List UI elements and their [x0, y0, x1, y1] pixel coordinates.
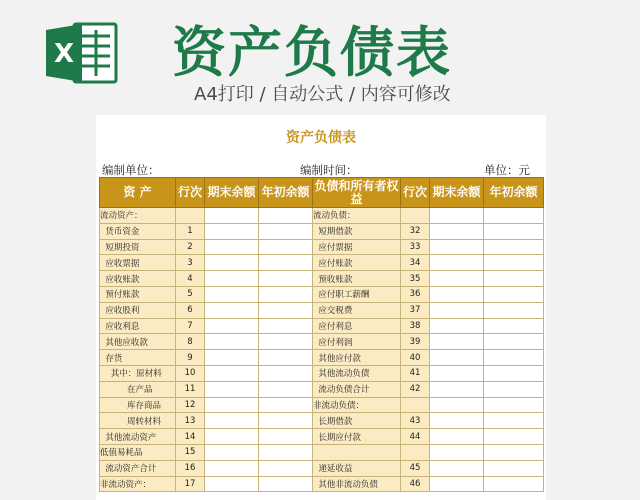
- asset-line-no-cell[interactable]: 10: [176, 365, 205, 381]
- table-row: [100, 286, 544, 302]
- asset-line-no-cell[interactable]: 9: [176, 350, 205, 366]
- liability-line-no-cell[interactable]: 39: [401, 334, 430, 350]
- asset-end-balance-cell[interactable]: [205, 460, 259, 476]
- sheet-title: 资产负债表: [286, 130, 356, 146]
- column-header: 资 产: [100, 178, 176, 208]
- column-header: 期末余额: [430, 178, 484, 208]
- asset-end-balance-cell[interactable]: [205, 208, 259, 224]
- asset-end-balance-cell[interactable]: [205, 476, 259, 492]
- liability-line-no-cell[interactable]: 42: [401, 381, 430, 397]
- column-header: 负债和所有者权益: [314, 178, 399, 206]
- asset-begin-balance-cell[interactable]: [259, 365, 313, 381]
- liability-end-balance-cell[interactable]: [430, 223, 484, 239]
- asset-end-balance-cell[interactable]: [205, 350, 259, 366]
- asset-line-no-cell[interactable]: 14: [176, 429, 205, 445]
- table-row: [100, 397, 544, 413]
- liability-end-balance-cell[interactable]: [430, 413, 484, 429]
- asset-begin-balance-cell[interactable]: [259, 381, 313, 397]
- column-header: 期末余额: [205, 178, 259, 208]
- liability-begin-balance-cell[interactable]: [484, 318, 544, 334]
- liability-name-cell[interactable]: 流动负债合计: [313, 381, 401, 397]
- liability-begin-balance-cell[interactable]: [484, 413, 544, 429]
- liability-end-balance-cell[interactable]: [430, 239, 484, 255]
- table-row: [100, 208, 544, 224]
- asset-begin-balance-cell[interactable]: [259, 460, 313, 476]
- liability-name-cell[interactable]: 短期借款: [313, 223, 401, 239]
- liability-name-cell[interactable]: 非流动负债：: [313, 397, 401, 413]
- liability-end-balance-cell[interactable]: [430, 334, 484, 350]
- table-row: [100, 381, 544, 397]
- liability-name-cell[interactable]: 递延收益: [313, 460, 401, 476]
- asset-begin-balance-cell[interactable]: [259, 334, 313, 350]
- asset-end-balance-cell[interactable]: [205, 286, 259, 302]
- table-header-row: [100, 178, 544, 208]
- liability-end-balance-cell[interactable]: [430, 350, 484, 366]
- asset-line-no-cell[interactable]: 8: [176, 334, 205, 350]
- liability-line-no-cell[interactable]: 40: [401, 350, 430, 366]
- asset-name-cell[interactable]: 应收股利: [100, 302, 176, 318]
- liability-line-no-cell[interactable]: 34: [401, 255, 430, 271]
- liability-end-balance-cell[interactable]: [430, 318, 484, 334]
- liability-line-no-cell[interactable]: [401, 397, 430, 413]
- liability-name-cell[interactable]: 应付票据: [313, 239, 401, 255]
- asset-begin-balance-cell[interactable]: [259, 476, 313, 492]
- liability-line-no-cell[interactable]: 37: [401, 302, 430, 318]
- liability-begin-balance-cell[interactable]: [484, 444, 544, 460]
- asset-name-cell[interactable]: 其他应收款: [100, 334, 176, 350]
- liability-line-no-cell[interactable]: 36: [401, 286, 430, 302]
- asset-end-balance-cell[interactable]: [205, 223, 259, 239]
- table-row: [100, 444, 544, 460]
- asset-name-cell[interactable]: 非流动资产：: [100, 476, 176, 492]
- liability-begin-balance-cell[interactable]: [484, 239, 544, 255]
- asset-line-no-cell[interactable]: 13: [176, 413, 205, 429]
- liability-begin-balance-cell[interactable]: [484, 223, 544, 239]
- liability-begin-balance-cell[interactable]: [484, 350, 544, 366]
- column-header: 行次: [176, 178, 205, 208]
- asset-line-no-cell[interactable]: 7: [176, 318, 205, 334]
- asset-name-cell[interactable]: 流动资产合计: [100, 460, 176, 476]
- table-row: [100, 302, 544, 318]
- prepared-by-label: 编制单位：: [102, 163, 160, 177]
- table-row: [100, 223, 544, 239]
- asset-end-balance-cell[interactable]: [205, 381, 259, 397]
- liability-name-cell[interactable]: 其他非流动负债: [313, 476, 401, 492]
- asset-name-cell[interactable]: 应收账款: [100, 271, 176, 287]
- asset-line-no-cell[interactable]: 16: [176, 460, 205, 476]
- asset-begin-balance-cell[interactable]: [259, 350, 313, 366]
- asset-name-cell[interactable]: 存货: [100, 350, 176, 366]
- asset-begin-balance-cell[interactable]: [259, 397, 313, 413]
- liability-line-no-cell[interactable]: 33: [401, 239, 430, 255]
- liability-line-no-cell[interactable]: [401, 208, 430, 224]
- table-row: [100, 255, 544, 271]
- liability-end-balance-cell[interactable]: [430, 429, 484, 445]
- liability-begin-balance-cell[interactable]: [484, 271, 544, 287]
- liability-line-no-cell[interactable]: 32: [401, 223, 430, 239]
- asset-end-balance-cell[interactable]: [205, 429, 259, 445]
- liability-end-balance-cell[interactable]: [430, 302, 484, 318]
- liability-begin-balance-cell[interactable]: [484, 302, 544, 318]
- liability-name-cell[interactable]: 应付职工薪酬: [313, 286, 401, 302]
- table-row: [100, 365, 544, 381]
- liability-line-no-cell[interactable]: 38: [401, 318, 430, 334]
- spreadsheet-preview: [96, 115, 546, 500]
- asset-line-no-cell[interactable]: 4: [176, 271, 205, 287]
- asset-line-no-cell[interactable]: [176, 208, 205, 224]
- liability-line-no-cell[interactable]: 45: [401, 460, 430, 476]
- table-row: [100, 350, 544, 366]
- asset-begin-balance-cell[interactable]: [259, 318, 313, 334]
- asset-name-cell[interactable]: 其他流动资产: [100, 429, 176, 445]
- liability-end-balance-cell[interactable]: [430, 444, 484, 460]
- table-row: [100, 271, 544, 287]
- asset-name-cell[interactable]: 在产品: [100, 381, 176, 397]
- liability-end-balance-cell[interactable]: [430, 381, 484, 397]
- table-row: [100, 460, 544, 476]
- liability-end-balance-cell[interactable]: [430, 208, 484, 224]
- unit-label: 单位：元: [484, 163, 530, 177]
- asset-end-balance-cell[interactable]: [205, 444, 259, 460]
- liability-line-no-cell[interactable]: 44: [401, 429, 430, 445]
- liability-name-cell[interactable]: 应付账款: [313, 255, 401, 271]
- liability-begin-balance-cell[interactable]: [484, 208, 544, 224]
- asset-begin-balance-cell[interactable]: [259, 271, 313, 287]
- asset-line-no-cell[interactable]: 1: [176, 223, 205, 239]
- asset-line-no-cell[interactable]: 11: [176, 381, 205, 397]
- liability-name-cell[interactable]: 长期应付款: [313, 429, 401, 445]
- liability-begin-balance-cell[interactable]: [484, 476, 544, 492]
- asset-line-no-cell[interactable]: 15: [176, 444, 205, 460]
- liability-name-cell[interactable]: [313, 444, 401, 460]
- asset-end-balance-cell[interactable]: [205, 255, 259, 271]
- liability-begin-balance-cell[interactable]: [484, 381, 544, 397]
- asset-line-no-cell[interactable]: 6: [176, 302, 205, 318]
- asset-begin-balance-cell[interactable]: [259, 413, 313, 429]
- asset-line-no-cell[interactable]: 3: [176, 255, 205, 271]
- table-row: [100, 476, 544, 492]
- asset-name-cell[interactable]: 周转材料: [100, 413, 176, 429]
- asset-end-balance-cell[interactable]: [205, 334, 259, 350]
- header-banner: [0, 0, 640, 110]
- liability-name-cell[interactable]: 应交税费: [313, 302, 401, 318]
- asset-begin-balance-cell[interactable]: [259, 223, 313, 239]
- liability-end-balance-cell[interactable]: [430, 476, 484, 492]
- liability-end-balance-cell[interactable]: [430, 255, 484, 271]
- column-header: 年初余额: [484, 178, 544, 208]
- table-row: [100, 334, 544, 350]
- liability-name-cell[interactable]: 流动负债：: [313, 208, 401, 224]
- asset-end-balance-cell[interactable]: [205, 239, 259, 255]
- asset-begin-balance-cell[interactable]: [259, 286, 313, 302]
- table-row: [100, 429, 544, 445]
- page-subtitle: A4打印 / 自动公式 / 内容可修改: [194, 84, 451, 105]
- asset-name-cell[interactable]: 货币资金: [100, 223, 176, 239]
- liability-end-balance-cell[interactable]: [430, 397, 484, 413]
- liability-name-cell[interactable]: 其他流动负债: [313, 365, 401, 381]
- asset-name-cell[interactable]: 应收票据: [100, 255, 176, 271]
- liability-end-balance-cell[interactable]: [430, 286, 484, 302]
- liability-line-no-cell[interactable]: 35: [401, 271, 430, 287]
- liability-end-balance-cell[interactable]: [430, 460, 484, 476]
- asset-begin-balance-cell[interactable]: [259, 302, 313, 318]
- asset-name-cell[interactable]: 短期投资: [100, 239, 176, 255]
- liability-begin-balance-cell[interactable]: [484, 365, 544, 381]
- asset-end-balance-cell[interactable]: [205, 302, 259, 318]
- asset-name-cell[interactable]: 预付账款: [100, 286, 176, 302]
- table-row: [100, 239, 544, 255]
- liability-line-no-cell[interactable]: 41: [401, 365, 430, 381]
- prepared-time-label: 编制时间：: [300, 163, 358, 177]
- liability-begin-balance-cell[interactable]: [484, 397, 544, 413]
- table-row: [100, 413, 544, 429]
- liability-begin-balance-cell[interactable]: [484, 255, 544, 271]
- asset-line-no-cell[interactable]: 5: [176, 286, 205, 302]
- excel-icon: [44, 22, 118, 84]
- asset-begin-balance-cell[interactable]: [259, 208, 313, 224]
- asset-line-no-cell[interactable]: 2: [176, 239, 205, 255]
- liability-name-cell[interactable]: 应付利润: [313, 334, 401, 350]
- liability-name-cell[interactable]: 应付利息: [313, 318, 401, 334]
- column-header: 行次: [401, 178, 430, 208]
- asset-begin-balance-cell[interactable]: [259, 255, 313, 271]
- liability-end-balance-cell[interactable]: [430, 365, 484, 381]
- asset-end-balance-cell[interactable]: [205, 271, 259, 287]
- liability-begin-balance-cell[interactable]: [484, 429, 544, 445]
- column-header: 年初余额: [259, 178, 313, 208]
- liability-line-no-cell[interactable]: 46: [401, 476, 430, 492]
- liability-line-no-cell[interactable]: 43: [401, 413, 430, 429]
- asset-name-cell[interactable]: 应收利息: [100, 318, 176, 334]
- excel-icon-letter: X: [53, 39, 75, 69]
- asset-begin-balance-cell[interactable]: [259, 429, 313, 445]
- liability-end-balance-cell[interactable]: [430, 271, 484, 287]
- liability-line-no-cell[interactable]: [401, 444, 430, 460]
- asset-begin-balance-cell[interactable]: [259, 239, 313, 255]
- asset-name-cell[interactable]: 库存商品: [100, 397, 176, 413]
- asset-name-cell[interactable]: 流动资产：: [100, 208, 176, 224]
- table-row: [100, 318, 544, 334]
- asset-end-balance-cell[interactable]: [205, 365, 259, 381]
- balance-sheet-table: [99, 177, 544, 492]
- liability-begin-balance-cell[interactable]: [484, 460, 544, 476]
- asset-end-balance-cell[interactable]: [205, 397, 259, 413]
- liability-begin-balance-cell[interactable]: [484, 286, 544, 302]
- asset-name-cell[interactable]: 其中：原材料: [100, 365, 176, 381]
- liability-name-cell[interactable]: 预收账款: [313, 271, 401, 287]
- asset-line-no-cell[interactable]: 17: [176, 476, 205, 492]
- page-title: 资产负债表: [172, 21, 452, 84]
- liability-begin-balance-cell[interactable]: [484, 334, 544, 350]
- asset-end-balance-cell[interactable]: [205, 413, 259, 429]
- asset-line-no-cell[interactable]: 12: [176, 397, 205, 413]
- liability-name-cell[interactable]: 长期借款: [313, 413, 401, 429]
- asset-end-balance-cell[interactable]: [205, 318, 259, 334]
- liability-name-cell[interactable]: 其他应付款: [313, 350, 401, 366]
- asset-begin-balance-cell[interactable]: [259, 444, 313, 460]
- asset-name-cell[interactable]: 低值易耗品: [100, 444, 176, 460]
